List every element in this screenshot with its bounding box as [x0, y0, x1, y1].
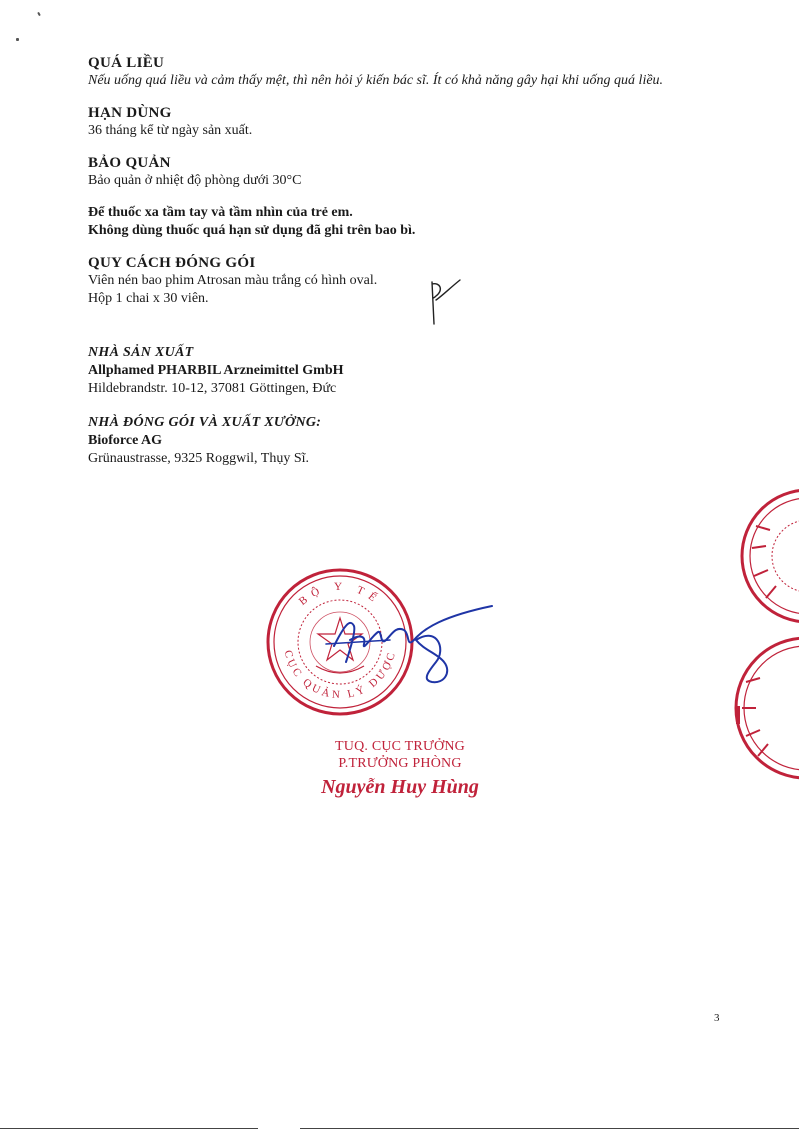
storage-text: Bảo quản ở nhiệt độ phòng dưới 30°C	[88, 173, 302, 188]
section-storage	[88, 154, 748, 190]
section-packaging	[88, 254, 748, 308]
section-overdose	[88, 54, 748, 90]
document-body	[88, 54, 748, 482]
manufacturer-name: Allphamed PHARBIL Arzneimittel GmbH	[88, 363, 344, 378]
packaging-description: Viên nén bao phim Atrosan màu trắng có hình oval.	[88, 273, 378, 288]
storage-heading: BẢO QUẢN	[88, 155, 171, 171]
expiry-heading: HẠN DÙNG	[88, 105, 172, 121]
manufacturer-address: Hildebrandstr. 10-12, 37081 Göttingen, Đức	[88, 381, 337, 396]
scan-speck	[37, 12, 41, 16]
section-manufacturer	[88, 344, 748, 398]
section-expiry	[88, 104, 748, 140]
section-warnings	[88, 204, 748, 240]
packager-address: Grünaustrasse, 9325 Roggwil, Thụy Sĩ.	[88, 451, 310, 466]
overdose-text: Nếu uống quá liều và cảm thấy mệt, thì nên hỏi ý kiến bác sĩ. Ít có khả năng gây hại khi uống quá liều.	[88, 73, 664, 88]
bottom-rule-left	[0, 1128, 258, 1129]
packaging-quantity: Hộp 1 chai x 30 viên.	[88, 291, 209, 306]
signature	[320, 596, 500, 686]
warning-expired: Không dùng thuốc quá hạn sử dụng đã ghi trên bao bì.	[88, 223, 416, 238]
manufacturer-heading: NHÀ SẢN XUẤT	[88, 345, 194, 360]
seal-text-top: BỘ Y TẾ	[296, 580, 384, 608]
overdose-heading: QUÁ LIỀU	[88, 55, 165, 71]
signer-position: P.TRƯỞNG PHÒNG	[338, 756, 462, 771]
packager-name: Bioforce AG	[88, 433, 163, 448]
section-packager	[88, 414, 748, 468]
packager-heading: NHÀ ĐÓNG GÓI VÀ XUẤT XƯỞNG:	[88, 415, 322, 430]
warning-children: Để thuốc xa tầm tay và tầm nhìn của trẻ em.	[88, 205, 353, 220]
signer-name: Nguyễn Huy Hùng	[321, 776, 479, 798]
packaging-heading: QUY CÁCH ĐÓNG GÓI	[88, 255, 256, 271]
partial-seal-top	[736, 486, 799, 626]
partial-seal-bottom	[732, 632, 799, 782]
seal-text-bottom: CỤC QUẢN LÝ DƯỢC	[281, 648, 399, 702]
signer-authority: TUQ. CỤC TRƯỞNG	[335, 739, 465, 754]
expiry-text: 36 tháng kể từ ngày sản xuất.	[88, 123, 253, 138]
initials-mark	[424, 278, 464, 326]
signature-block	[300, 738, 500, 800]
page-number: 3	[714, 1012, 720, 1024]
scan-speck	[16, 38, 19, 41]
bottom-rule-right	[300, 1128, 799, 1129]
